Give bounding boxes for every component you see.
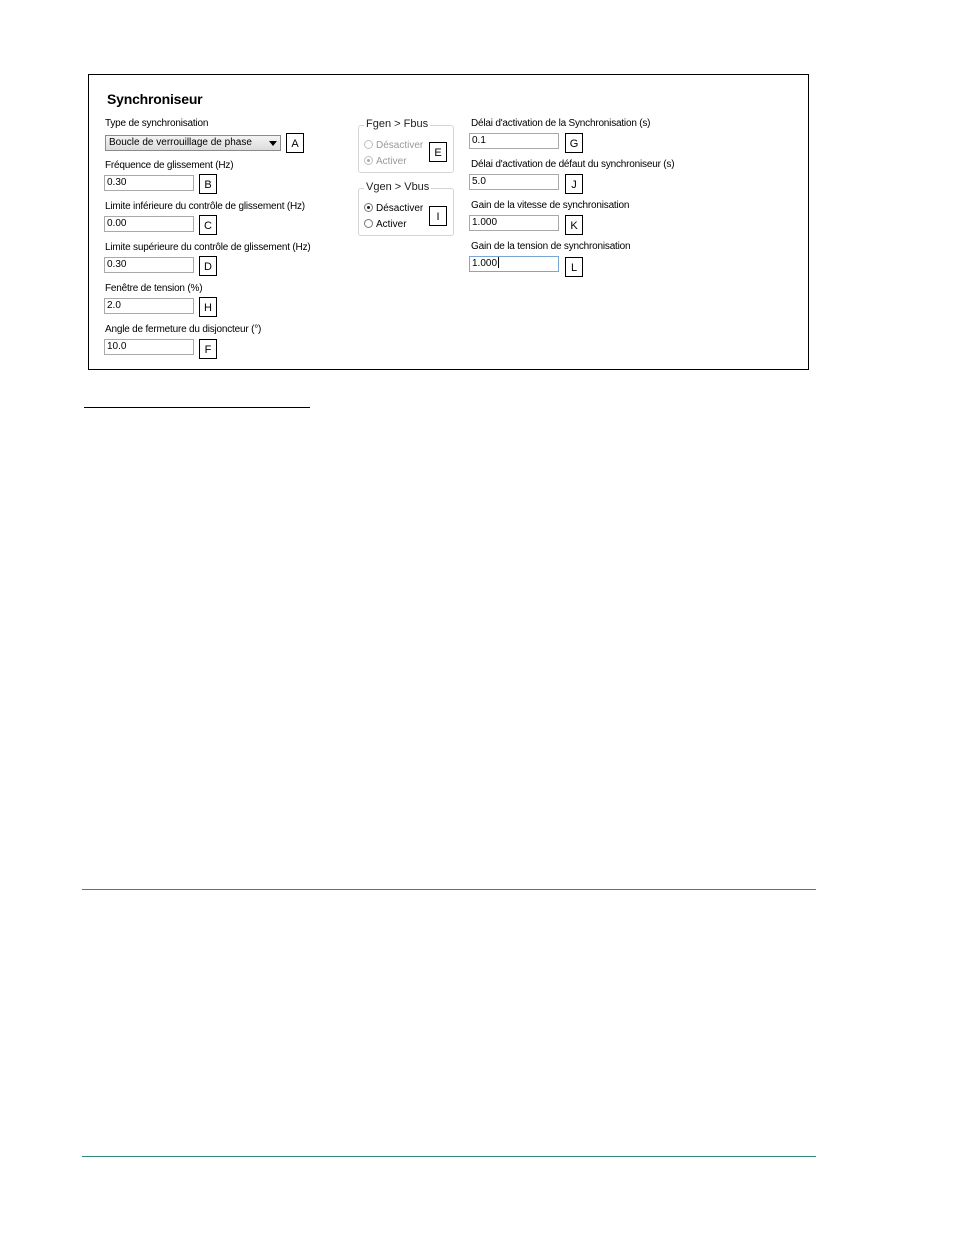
voltage-gain-value: 1.000 <box>472 258 498 269</box>
tag-c: C <box>199 215 217 235</box>
tag-g: G <box>565 133 583 153</box>
slip-frequency-label: Fréquence de glissement (Hz) <box>105 160 234 171</box>
vgen-vbus-title: Vgen > Vbus <box>366 181 430 193</box>
vgen-vbus-group <box>358 181 454 236</box>
radio-icon <box>364 140 373 149</box>
vgen-disable-option[interactable] <box>364 203 423 214</box>
tag-k: K <box>565 215 583 235</box>
radio-checked-icon <box>364 203 373 212</box>
speed-gain-label: Gain de la vitesse de synchronisation <box>471 200 630 211</box>
breaker-angle-input[interactable]: 10.0 <box>104 339 194 355</box>
slip-upper-limit-input[interactable]: 0.30 <box>104 257 194 273</box>
tag-j: J <box>565 174 583 194</box>
tag-l: L <box>565 257 583 277</box>
text-caret <box>498 257 499 268</box>
radio-icon <box>364 219 373 228</box>
panel-title: Synchroniseur <box>107 91 203 107</box>
voltage-window-input[interactable]: 2.0 <box>104 298 194 314</box>
chevron-down-icon <box>269 141 277 146</box>
tag-f: F <box>199 339 217 359</box>
voltage-gain-label: Gain de la tension de synchronisation <box>471 241 631 252</box>
sync-type-select[interactable] <box>105 135 281 151</box>
sync-delay-label: Délai d'activation de la Synchronisation (s) <box>471 118 651 129</box>
tag-e: E <box>429 142 447 162</box>
short-rule <box>84 407 310 408</box>
speed-gain-input[interactable]: 1.000 <box>469 215 559 231</box>
fgen-disable-option[interactable] <box>364 140 423 151</box>
fgen-disable-label: Désactiver <box>376 140 424 151</box>
fgen-fbus-group <box>358 118 454 173</box>
slip-lower-limit-input[interactable]: 0.00 <box>104 216 194 232</box>
fault-delay-label: Délai d'activation de défaut du synchroniseur (s) <box>471 159 675 170</box>
voltage-window-label: Fenêtre de tension (%) <box>105 283 203 294</box>
teal-rule-upper <box>82 889 816 890</box>
vgen-disable-label: Désactiver <box>376 203 424 214</box>
tag-a: A <box>286 133 304 153</box>
slip-frequency-input[interactable]: 0.30 <box>104 175 194 191</box>
tag-h: H <box>199 297 217 317</box>
synchroniseur-panel <box>88 74 809 370</box>
sync-type-value: Boucle de verrouillage de phase <box>109 137 252 148</box>
slip-upper-limit-label: Limite supérieure du contrôle de glissement (Hz) <box>105 242 311 253</box>
fgen-enable-label: Activer <box>376 156 407 167</box>
vgen-enable-label: Activer <box>376 219 407 230</box>
fgen-fbus-title: Fgen > Fbus <box>366 118 429 130</box>
sync-delay-input[interactable]: 0.1 <box>469 133 559 149</box>
fault-delay-input[interactable]: 5.0 <box>469 174 559 190</box>
voltage-gain-input[interactable] <box>469 256 559 272</box>
fgen-enable-option[interactable] <box>364 156 407 167</box>
sync-type-label: Type de synchronisation <box>105 118 209 129</box>
teal-rule-lower <box>82 1156 816 1157</box>
tag-i: I <box>429 206 447 226</box>
tag-b: B <box>199 174 217 194</box>
radio-checked-icon <box>364 156 373 165</box>
tag-d: D <box>199 256 217 276</box>
vgen-enable-option[interactable] <box>364 219 407 230</box>
breaker-angle-label: Angle de fermeture du disjoncteur (°) <box>105 324 262 335</box>
slip-lower-limit-label: Limite inférieure du contrôle de glissement (Hz) <box>105 201 305 212</box>
